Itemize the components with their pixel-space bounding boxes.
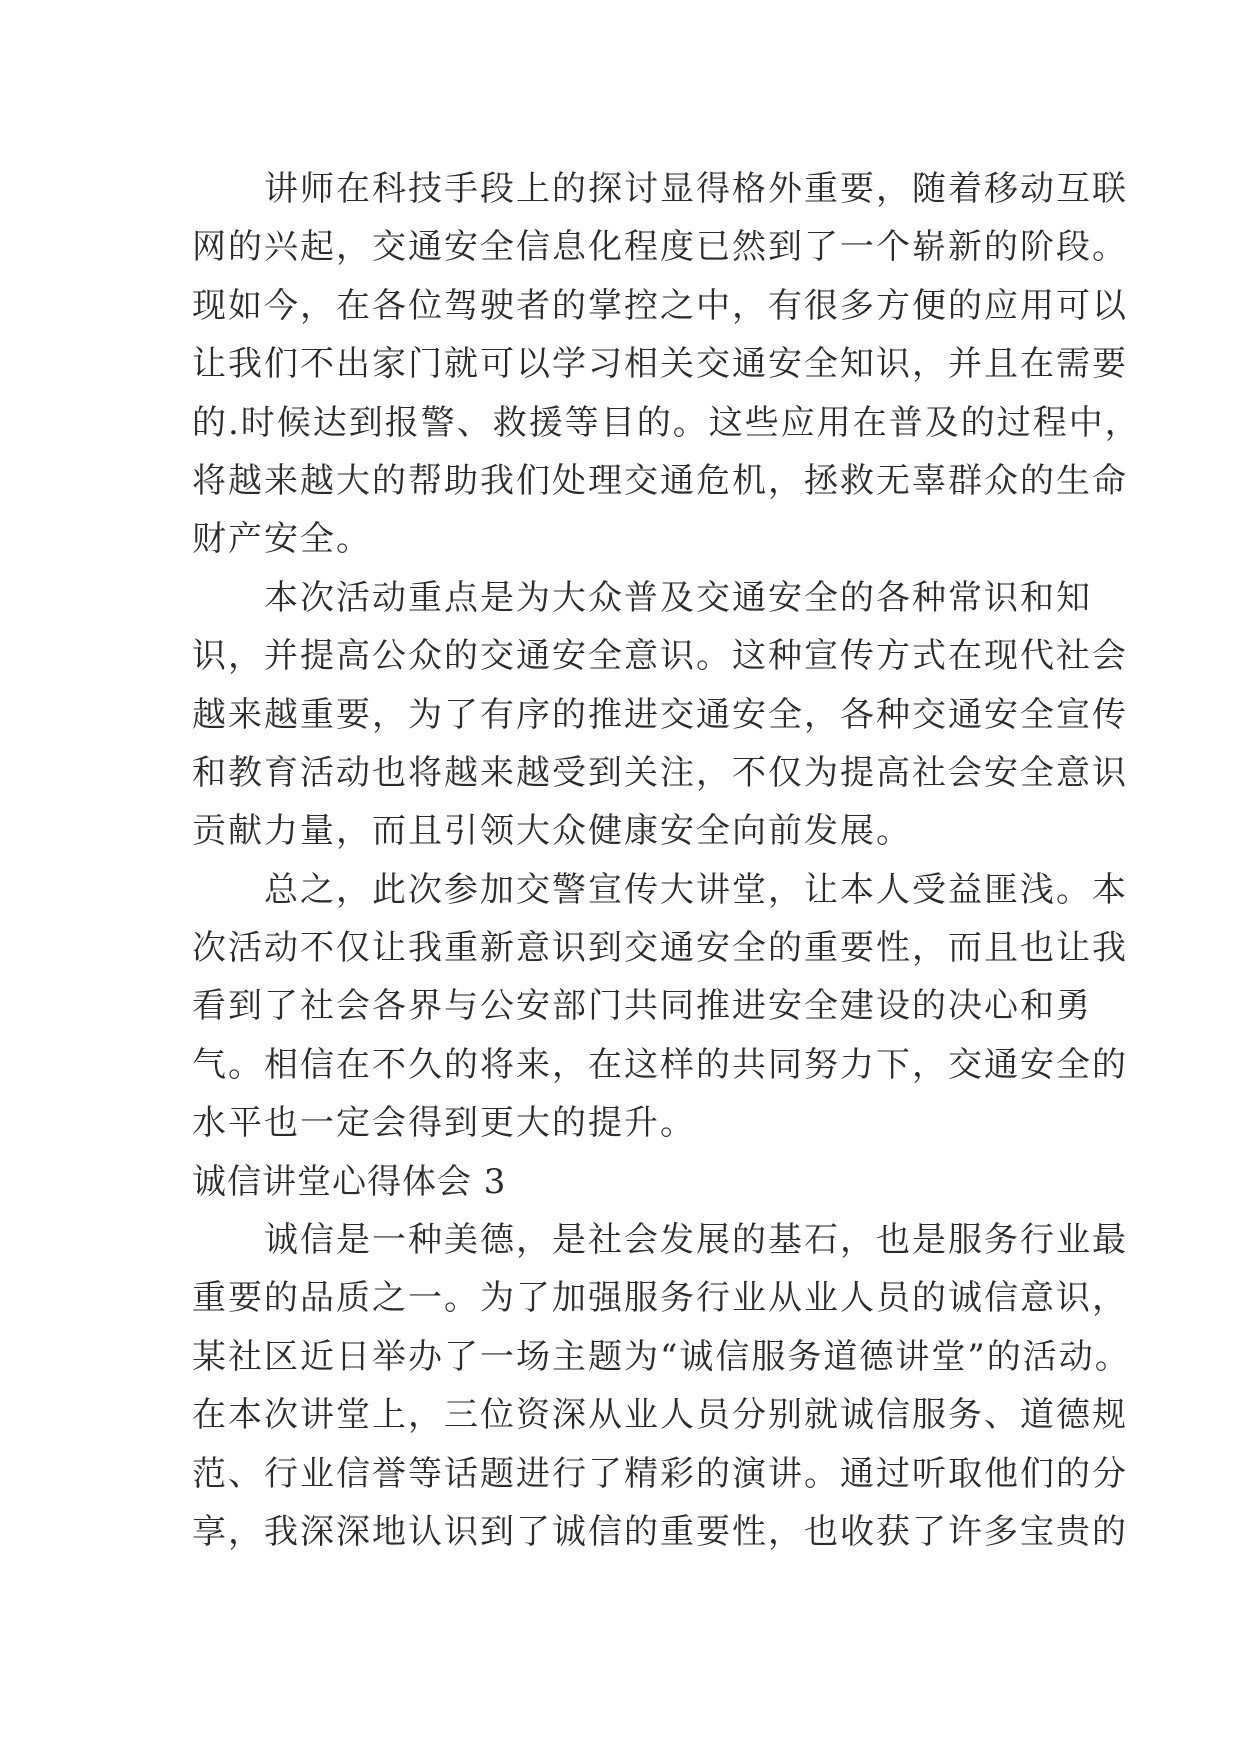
text-line: 范、行业信誉等话题进行了精彩的演讲。通过听取他们的分 <box>192 1453 1128 1494</box>
text-line: 某社区近日举办了一场主题为“诚信服务道德讲堂”的活动。 <box>192 1336 1131 1377</box>
text-line: 诚信是一种美德，是社会发展的基石，也是服务行业最 <box>192 1220 1128 1261</box>
text-line: 次活动不仅让我重新意识到交通安全的重要性，而且也让我 <box>192 928 1128 969</box>
text-line: 将越来越大的帮助我们处理交通危机，拯救无辜群众的生命 <box>192 460 1128 501</box>
text-line: 识，并提高公众的交通安全意识。这种宣传方式在现代社会 <box>192 636 1128 677</box>
text-line: 和教育活动也将越来越受到关注，不仅为提高社会安全意识 <box>192 752 1128 793</box>
document-body <box>192 160 1141 1561</box>
text-line: 总之，此次参加交警宣传大讲堂，让本人受益匪浅。本 <box>192 869 1128 910</box>
text-line: 越来越重要，为了有序的推进交通安全，各种交通安全宣传 <box>192 694 1128 735</box>
text-line: 现如今，在各位驾驶者的掌控之中，有很多方便的应用可以 <box>192 285 1128 326</box>
text-line: 的.时候达到报警、救援等目的。这些应用在普及的过程中， <box>192 402 1141 443</box>
text-line: 水平也一定会得到更大的提升。 <box>192 1103 696 1144</box>
text-line: 贡献力量，而且引领大众健康安全向前发展。 <box>192 811 912 852</box>
text-line: 讲师在科技手段上的探讨显得格外重要，随着移动互联 <box>192 169 1128 209</box>
text-line: 享，我深深地认识到了诚信的重要性，也收获了许多宝贵的 <box>192 1511 1128 1552</box>
section-heading: 诚信讲堂心得体会 3 <box>192 1161 507 1202</box>
text-line: 财产安全。 <box>192 519 372 560</box>
text-line: 看到了社会各界与公安部门共同推进安全建设的决心和勇 <box>192 986 1092 1027</box>
text-line: 气。相信在不久的将来，在这样的共同努力下，交通安全的 <box>192 1044 1128 1085</box>
text-line: 本次活动重点是为大众普及交通安全的各种常识和知 <box>192 577 1092 618</box>
text-line: 重要的品质之一。为了加强服务行业从业人员的诚信意识， <box>192 1278 1128 1319</box>
text-line: 让我们不出家门就可以学习相关交通安全知识，并且在需要 <box>192 344 1128 385</box>
text-line: 在本次讲堂上，三位资深从业人员分别就诚信服务、道德规 <box>192 1395 1128 1436</box>
text-line: 网的兴起，交通安全信息化程度已然到了一个崭新的阶段。 <box>192 227 1128 268</box>
